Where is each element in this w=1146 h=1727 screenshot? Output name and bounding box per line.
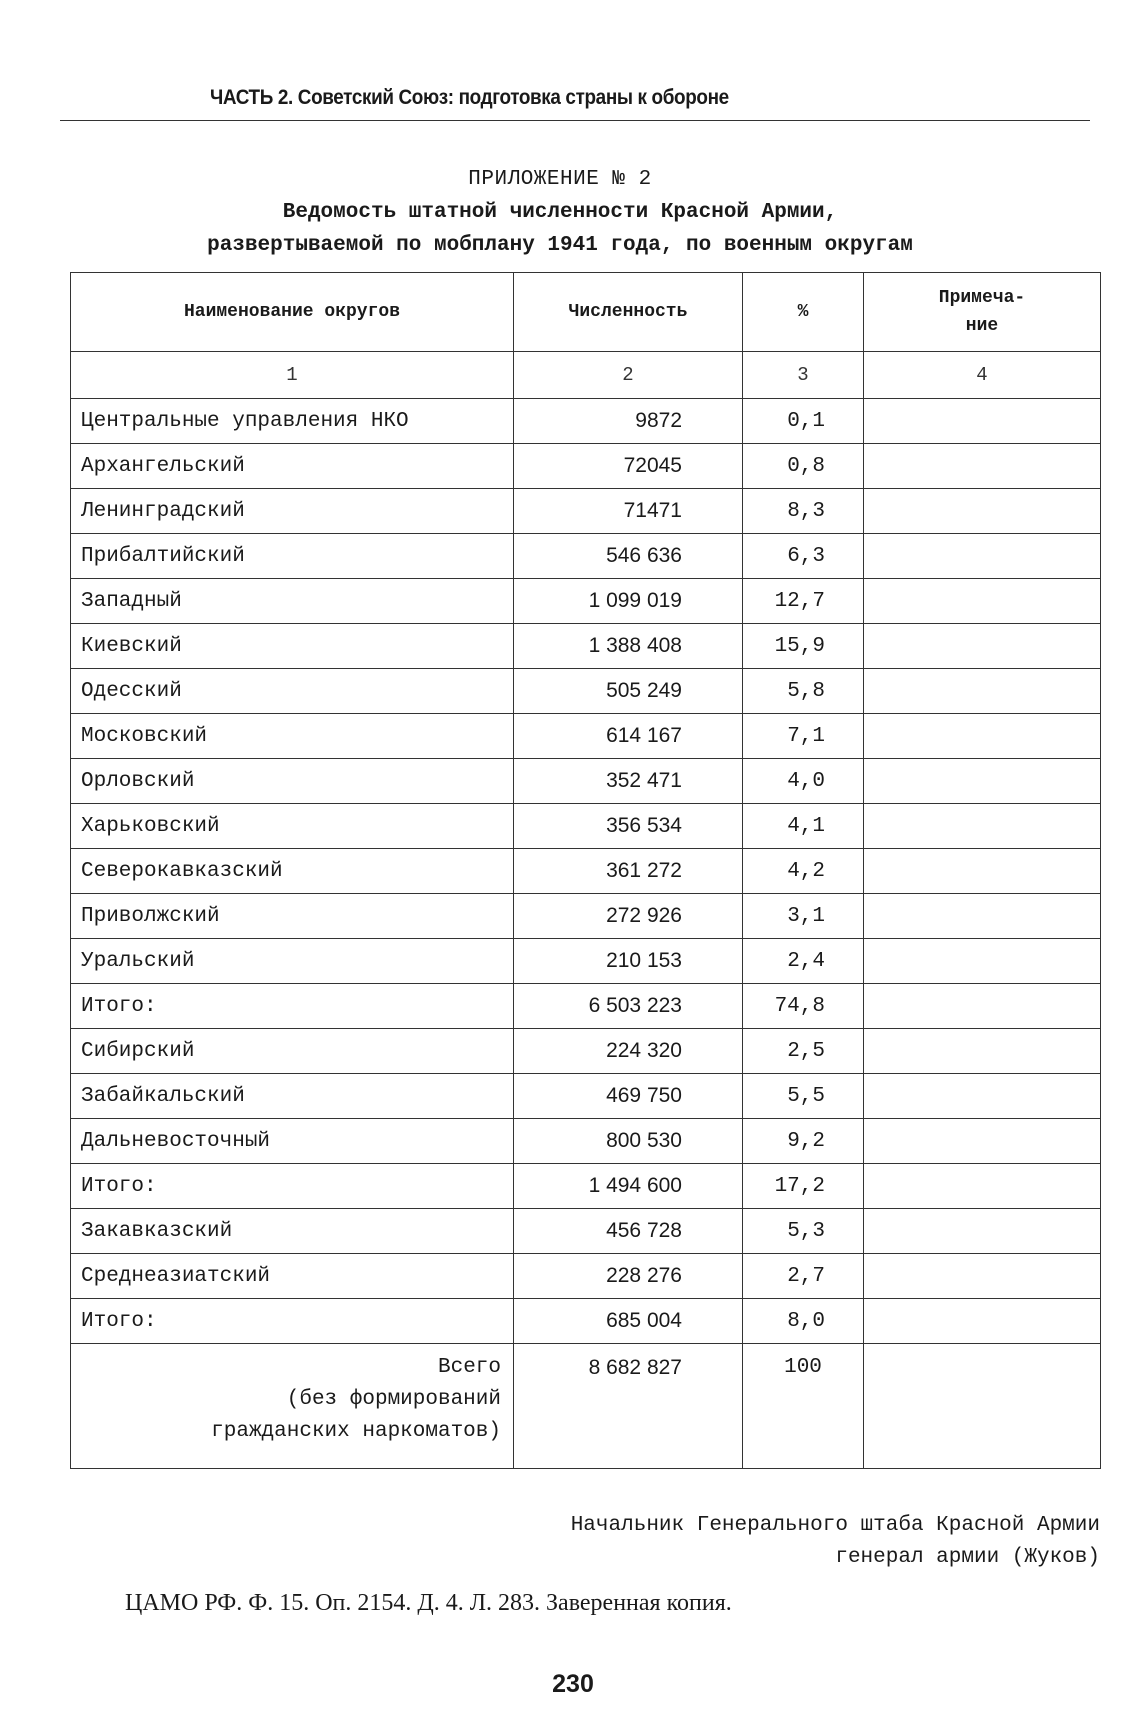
column-number: 1: [71, 352, 514, 399]
district-row: [71, 1119, 1101, 1164]
district-count: 685 004: [514, 1299, 743, 1344]
district-count: 1 494 600: [514, 1164, 743, 1209]
signature-block: [571, 1510, 1100, 1574]
district-name: Закавказский: [71, 1209, 514, 1254]
district-row: [71, 534, 1101, 579]
title-line-2: развертываемой по мобплану 1941 года, по военным округам: [207, 234, 913, 257]
district-pct: 4,0: [743, 759, 864, 804]
district-pct: 9,2: [743, 1119, 864, 1164]
district-count: 614 167: [514, 714, 743, 759]
district-name: Западный: [71, 579, 514, 624]
district-count: 505 249: [514, 669, 743, 714]
column-number: 3: [743, 352, 864, 399]
district-name: Приволжский: [71, 894, 514, 939]
district-name: Итого:: [71, 984, 514, 1029]
header-note: [864, 273, 1101, 352]
district-count: 72045: [514, 444, 743, 489]
district-note: [864, 939, 1101, 984]
district-count: 228 276: [514, 1254, 743, 1299]
district-note: [864, 714, 1101, 759]
district-note: [864, 1164, 1101, 1209]
district-name: Уральский: [71, 939, 514, 984]
district-row: [71, 1254, 1101, 1299]
district-count: 456 728: [514, 1209, 743, 1254]
district-row: [71, 894, 1101, 939]
district-name: Дальневосточный: [71, 1119, 514, 1164]
district-count: 546 636: [514, 534, 743, 579]
header-count: Численность: [514, 273, 743, 352]
district-note: [864, 894, 1101, 939]
district-name: Сибирский: [71, 1029, 514, 1074]
district-pct: 2,7: [743, 1254, 864, 1299]
district-pct: 12,7: [743, 579, 864, 624]
district-note: [864, 849, 1101, 894]
district-note: [864, 444, 1101, 489]
district-row: [71, 1074, 1101, 1119]
district-note: [864, 1119, 1101, 1164]
district-row: [71, 624, 1101, 669]
district-row: [71, 1299, 1101, 1344]
district-pct: 5,3: [743, 1209, 864, 1254]
header-pct: %: [743, 273, 864, 352]
district-count: 361 272: [514, 849, 743, 894]
district-pct: 4,2: [743, 849, 864, 894]
grand-total-pct: 100: [743, 1344, 864, 1469]
grand-total-note: [864, 1344, 1101, 1469]
district-name: Центральные управления НКО: [71, 399, 514, 444]
strength-table: [70, 272, 1101, 1469]
district-note: [864, 759, 1101, 804]
district-count: 469 750: [514, 1074, 743, 1119]
district-count: 1 388 408: [514, 624, 743, 669]
district-pct: 8,0: [743, 1299, 864, 1344]
district-pct: 8,3: [743, 489, 864, 534]
district-pct: 6,3: [743, 534, 864, 579]
district-name: Прибалтийский: [71, 534, 514, 579]
district-name: Итого:: [71, 1299, 514, 1344]
column-number: 2: [514, 352, 743, 399]
district-note: [864, 1209, 1101, 1254]
district-pct: 2,4: [743, 939, 864, 984]
title-block: [60, 163, 1060, 262]
archive-source: ЦАМО РФ. Ф. 15. Оп. 2154. Д. 4. Л. 283. Заверенная копия.: [125, 1590, 732, 1616]
district-note: [864, 1074, 1101, 1119]
district-note: [864, 534, 1101, 579]
district-count: 9872: [514, 399, 743, 444]
district-pct: 17,2: [743, 1164, 864, 1209]
column-number-row: [71, 352, 1101, 399]
district-pct: 7,1: [743, 714, 864, 759]
district-pct: 2,5: [743, 1029, 864, 1074]
district-pct: 0,1: [743, 399, 864, 444]
grand-total-label-line-1: Всего: [437, 1356, 501, 1379]
district-name: Северокавказский: [71, 849, 514, 894]
district-name: Орловский: [71, 759, 514, 804]
district-note: [864, 399, 1101, 444]
grand-total-label: [71, 1344, 514, 1469]
district-row: [71, 939, 1101, 984]
grand-total-label-line-2: (без формирований: [286, 1388, 501, 1411]
district-row: [71, 984, 1101, 1029]
district-pct: 5,8: [743, 669, 864, 714]
district-pct: 15,9: [743, 624, 864, 669]
district-note: [864, 489, 1101, 534]
header-rule: [60, 120, 1090, 121]
district-count: 6 503 223: [514, 984, 743, 1029]
district-row: [71, 669, 1101, 714]
header-name: Наименование округов: [71, 273, 514, 352]
district-pct: 4,1: [743, 804, 864, 849]
signature-line-2: генерал армии (Жуков): [835, 1546, 1100, 1569]
district-name: Забайкальский: [71, 1074, 514, 1119]
district-note: [864, 804, 1101, 849]
district-note: [864, 984, 1101, 1029]
district-pct: 5,5: [743, 1074, 864, 1119]
district-name: Архангельский: [71, 444, 514, 489]
district-count: 352 471: [514, 759, 743, 804]
grand-total-row: [71, 1344, 1101, 1469]
district-row: [71, 444, 1101, 489]
district-pct: 74,8: [743, 984, 864, 1029]
district-row: [71, 759, 1101, 804]
header-row: [71, 273, 1101, 352]
district-note: [864, 1299, 1101, 1344]
page-number: 230: [552, 1670, 594, 1698]
district-note: [864, 669, 1101, 714]
district-row: [71, 579, 1101, 624]
district-name: Среднеазиатский: [71, 1254, 514, 1299]
grand-total-label-line-3: гражданских наркоматов): [211, 1420, 501, 1443]
district-row: [71, 714, 1101, 759]
district-count: 71471: [514, 489, 743, 534]
header-note-line-1: Примеча-: [938, 288, 1026, 308]
title-line-1: Ведомость штатной численности Красной Армии,: [282, 201, 838, 224]
district-count: 1 099 019: [514, 579, 743, 624]
district-row: [71, 489, 1101, 534]
district-name: Одесский: [71, 669, 514, 714]
district-count: 356 534: [514, 804, 743, 849]
district-name: Итого:: [71, 1164, 514, 1209]
header-note-line-2: ние: [965, 316, 999, 336]
district-row: [71, 804, 1101, 849]
district-note: [864, 579, 1101, 624]
district-row: [71, 1164, 1101, 1209]
district-name: Ленинградский: [71, 489, 514, 534]
appendix-title: ПРИЛОЖЕНИЕ № 2: [468, 168, 652, 191]
district-count: 224 320: [514, 1029, 743, 1074]
district-name: Киевский: [71, 624, 514, 669]
district-count: 800 530: [514, 1119, 743, 1164]
district-name: Московский: [71, 714, 514, 759]
district-count: 210 153: [514, 939, 743, 984]
grand-total-count: 8 682 827: [514, 1344, 743, 1469]
district-note: [864, 1029, 1101, 1074]
district-count: 272 926: [514, 894, 743, 939]
district-note: [864, 624, 1101, 669]
district-row: [71, 1209, 1101, 1254]
district-note: [864, 1254, 1101, 1299]
district-row: [71, 849, 1101, 894]
running-head: ЧАСТЬ 2. Советский Союз: подготовка страны к обороне: [210, 86, 729, 109]
signature-line-1: Начальник Генерального штаба Красной Армии: [570, 1514, 1100, 1537]
district-row: [71, 1029, 1101, 1074]
column-number: 4: [864, 352, 1101, 399]
district-name: Харьковский: [71, 804, 514, 849]
district-row: [71, 399, 1101, 444]
district-pct: 0,8: [743, 444, 864, 489]
district-pct: 3,1: [743, 894, 864, 939]
